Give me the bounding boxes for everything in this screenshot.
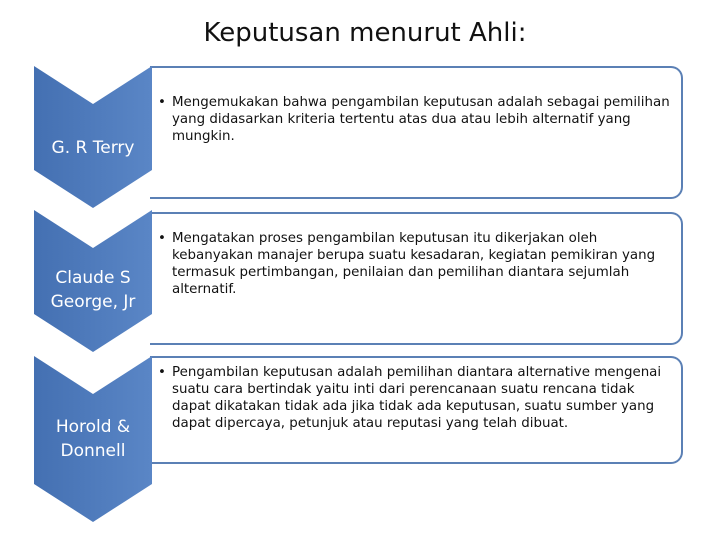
description-text: Mengemukakan bahwa pengambilan keputusan adalah sebagai pemilihan yang didasarkan kriteria tertentu atas dua atau lebih alternatif yang mungkin. (172, 95, 670, 144)
description-box-george (150, 212, 683, 345)
chevron-terry (34, 66, 152, 208)
bullet: • (158, 231, 166, 246)
description-text: Mengatakan proses pengambilan keputusan itu dikerjakan oleh kebanyakan manajer berupa suatu kesadaran, kegiatan pemikiran yang termasuk pertimbangan, penilaian dan pemilihan diantara sejumlah alternatif. (172, 231, 656, 297)
expert-name: Claude S George, Jr (50, 268, 136, 312)
bullet: • (158, 95, 166, 110)
bullet: • (158, 365, 166, 380)
expert-name: Horold & Donnell (55, 417, 131, 461)
description-box-terry (150, 66, 683, 199)
chevron-george (34, 210, 152, 352)
slide-title: Keputusan menurut Ahli: (203, 18, 527, 48)
chevron-donnell (34, 356, 152, 522)
description-box-donnell (150, 356, 683, 464)
description-text: Pengambilan keputusan adalah pemilihan diantara alternative mengenai suatu cara bertindak yaitu inti dari perencanaan suatu rencana tidak dapat dikatakan tidak ada jika tidak ada keputusan, suatu sumber yang dapat dipercaya, petunjuk atau reputasi yang telah dibuat. (172, 365, 662, 431)
expert-name: G. R Terry (51, 138, 135, 158)
